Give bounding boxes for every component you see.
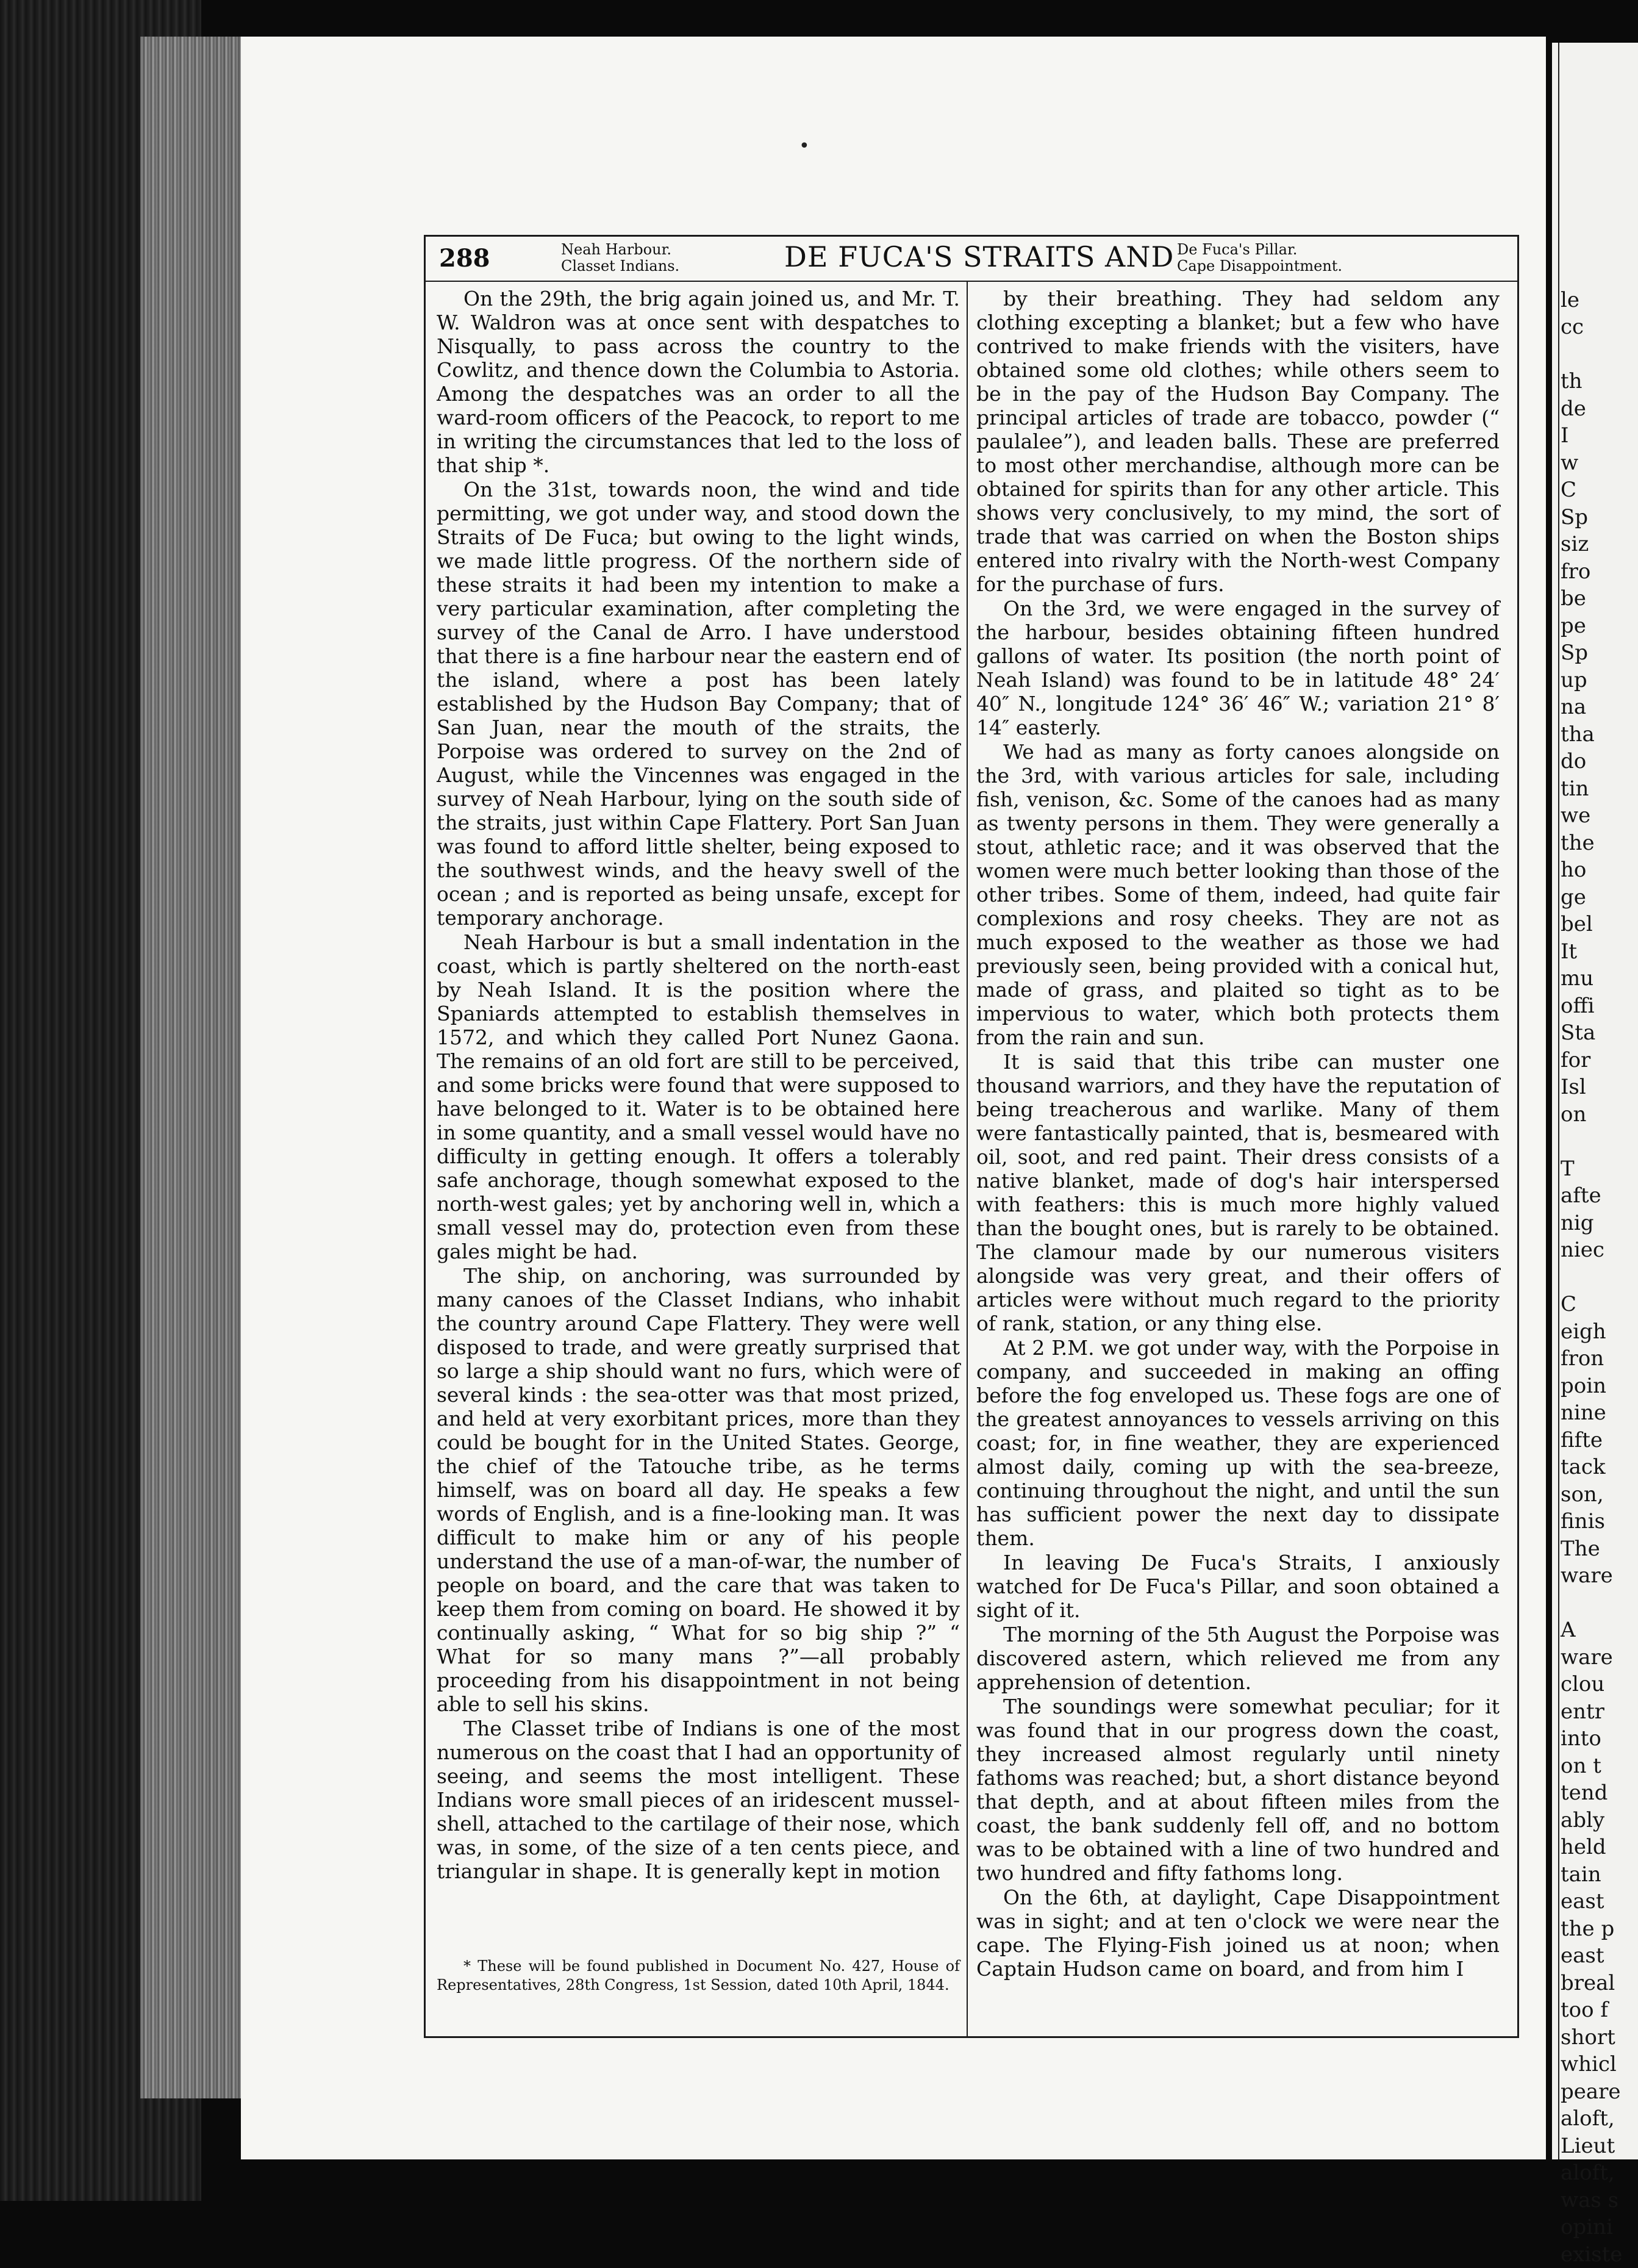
facing-page-line: the	[1552, 830, 1638, 857]
facing-page-line: the p	[1552, 1915, 1638, 1943]
facing-page-line: offi	[1552, 992, 1638, 1020]
facing-page-line	[1552, 259, 1638, 287]
facing-page-line: de	[1552, 395, 1638, 423]
facing-page-rule	[1558, 43, 1559, 2159]
facing-page-line: th	[1552, 368, 1638, 395]
facing-page-line: peare	[1552, 2078, 1638, 2106]
paragraph: The ship, on anchoring, was surrounded by many canoes of the Classet Indians, who inhabit the country around Cape Flattery. They were well disposed to trade, and were greatly surprised that so large a ship should want no furs, which were of several kinds : the sea-otter was that most prized, and held at very exorbitant prices, more than they could be bought for in the United States. George, the chief of the Tatouche tribe, as he terms himself, was on board all day. He speaks a few words of English, and is a fine-looking man. It was difficult to make him or any of his people understand the use of a man-of-war, the number of people on board, and the care that was taken to keep them from coming on board. He showed it by continually asking, “ What for so big ship ?” “ What for so many mans ?”—all probably proceeding from his disappointment in not being able to sell his skins.	[437, 1264, 960, 1716]
paragraph: On the 3rd, we were engaged in the survey of the harbour, besides obtaining fifteen hundred gallons of water. Its position (the north point of Neah Island) was found to be in latitude 48° 24′ 40″ N., longitude 124° 36′ 46″ W.; variation 21° 8′ 14″ easterly.	[976, 597, 1500, 739]
facing-page-line: Lieut	[1552, 2133, 1638, 2160]
page-edges	[140, 37, 244, 2098]
sidenote-cape-disappointment: Cape Disappointment.	[1177, 258, 1342, 275]
facing-page-line: niec	[1552, 1236, 1638, 1264]
facing-page-line: short	[1552, 2024, 1638, 2051]
facing-page-line: on t	[1552, 1753, 1638, 1780]
facing-page-line: pe	[1552, 612, 1638, 640]
left-column	[437, 287, 960, 1883]
facing-page-line: I	[1552, 422, 1638, 450]
sidenote-neah-harbour: Neah Harbour.	[561, 242, 679, 258]
facing-page-line: eigh	[1552, 1318, 1638, 1346]
facing-page-line: was s	[1552, 2187, 1638, 2214]
facing-page-line: fro	[1552, 558, 1638, 586]
facing-page-line: be	[1552, 585, 1638, 612]
facing-page-line	[1552, 1128, 1638, 1155]
facing-page-line: too f	[1552, 1997, 1638, 2024]
paragraph: We had as many as forty canoes alongside on the 3rd, with various articles for sale, including fish, venison, &c. Some of the canoes had as many as twenty persons in them. They were generally a stout, athletic race; and it was observed that the women were much better looking than those of the other tribes. Some of them, indeed, had quite fair complexions and rosy cheeks. They are not as much exposed to the weather as those we had previously seen, being provided with a conical hut, made of grass, and plaited so tight as to be impervious to water, which both protects them from the rain and sun.	[976, 740, 1500, 1049]
page-mark: •	[799, 135, 810, 157]
paragraph: The Classet tribe of Indians is one of the most numerous on the coast that I had an opportunity of seeing, and seems the most intelligent. These Indians wore small pieces of an iridescent mussel-shell, attached to the cartilage of their nose, which was, in some, of the size of a ten cents piece, and triangular in shape. It is generally kept in motion	[437, 1717, 960, 1883]
paragraph: It is said that this tribe can muster one thousand warriors, and they have the reputation of being treacherous and warlike. Many of them were fantastically painted, that is, besmeared with oil, soot, and red paint. Their dress consists of a native blanket, made of dog's hair interspersed with feathers: this is much more highly valued than the bought ones, but is rarely to be obtained. The clamour made by our numerous visiters alongside was very great, and their offers of articles were without much regard to the priority of rank, station, or any thing else.	[976, 1050, 1500, 1335]
facing-page-line: finis	[1552, 1508, 1638, 1535]
facing-page-line: A	[1552, 1617, 1638, 1644]
facing-page-line: on	[1552, 1101, 1638, 1129]
facing-page-line: poin	[1552, 1373, 1638, 1400]
paragraph: In leaving De Fuca's Straits, I anxiously watched for De Fuca's Pillar, and soon obtained a sight of it.	[976, 1551, 1500, 1622]
paragraph: On the 29th, the brig again joined us, and Mr. T. W. Waldron was at once sent with despatches to Nisqually, to pass across the country to the Cowlitz, and thence down the Columbia to Astoria. Among the despatches was an order to all the ward-room officers of the Peacock, to report to me in writing the circumstances that led to the loss of that ship *.	[437, 287, 960, 477]
facing-page-line: tain	[1552, 1861, 1638, 1889]
facing-page-line: Sta	[1552, 1019, 1638, 1047]
facing-page-line: The	[1552, 1535, 1638, 1563]
facing-page-line: fron	[1552, 1345, 1638, 1373]
facing-page-line: Sp	[1552, 639, 1638, 667]
facing-page-line: fifte	[1552, 1427, 1638, 1454]
facing-page-line: east	[1552, 1942, 1638, 1970]
facing-page-line: ably	[1552, 1807, 1638, 1834]
facing-page-line: tin	[1552, 775, 1638, 803]
facing-page-line: C	[1552, 1291, 1638, 1318]
paragraph: On the 31st, towards noon, the wind and tide permitting, we got under way, and stood down the Straits of De Fuca; but owing to the light winds, we made little progress. Of the northern side of these straits it had been my intention to make a very particular examination, after completing the survey of the Canal de Arro. I have understood that there is a fine harbour near the eastern end of the island, where a post has been lately established by the Hudson Bay Company; that of San Juan, near the mouth of the straits, the Porpoise was ordered to survey on the 2nd of August, while the Vincennes was engaged in the survey of Neah Harbour, lying on the south side of the straits, just within Cape Flattery. Port San Juan was found to afford little shelter, being exposed to the southwest winds, and the heavy swell of the ocean ; and is reported as being unsafe, except for temporary anchorage.	[437, 478, 960, 930]
facing-page-line: for	[1552, 1047, 1638, 1074]
facing-page-lines	[1552, 43, 1638, 2268]
paragraph: The morning of the 5th August the Porpoise was discovered astern, which relieved me from any apprehension of detention.	[976, 1623, 1500, 1694]
facing-page-line: up	[1552, 667, 1638, 694]
facing-page-line	[1552, 341, 1638, 368]
paragraph: At 2 P.M. we got under way, with the Porpoise in company, and succeeded in making an offing before the fog enveloped us. These fogs are one of the greatest annoyances to vessels arriving on this coast; for, in fine weather, they are experienced almost daily, coming up with the sea-breeze, continuing throughout the night, and until the sun has sufficient power the next day to dissipate them.	[976, 1336, 1500, 1550]
facing-page-line: ge	[1552, 884, 1638, 911]
footnote	[437, 1957, 960, 1995]
facing-page-line: nine	[1552, 1399, 1638, 1427]
facing-page-line: siz	[1552, 531, 1638, 558]
paragraph: by their breathing. They had seldom any clothing excepting a blanket; but a few who have contrived to make friends with the visiters, have obtained some old clothes; while others seem to be in the pay of the Hudson Bay Company. The principal articles of trade are tobacco, powder (“ paulalee”), and leaden balls. These are preferred to most other merchandise, although more can be obtained for spirits than for any other article. This shows very conclusively, to my mind, the sort of trade that was carried on when the Boston ships entered into rivalry with the North-west Company for the purchase of furs.	[976, 287, 1500, 596]
facing-page-line: Isl	[1552, 1074, 1638, 1101]
facing-page-line: It	[1552, 938, 1638, 966]
facing-page-line: le	[1552, 287, 1638, 314]
facing-page-line: son,	[1552, 1481, 1638, 1509]
facing-page-line: Sp	[1552, 504, 1638, 531]
facing-page-line: aloft,	[1552, 2159, 1638, 2187]
facing-page-line: tack	[1552, 1454, 1638, 1481]
facing-page-line: nig	[1552, 1210, 1638, 1237]
facing-page-line: afte	[1552, 1182, 1638, 1210]
facing-page-line	[1552, 1264, 1638, 1291]
running-header	[426, 237, 1517, 282]
paragraph: Neah Harbour is but a small indentation in the coast, which is partly sheltered on the north-east by Neah Island. It is the position where the Spaniards attempted to establish themselves in 1572, and which they called Port Nunez Gaona. The remains of an old fort are still to be perceived, and some bricks were found that were supposed to have belonged to it. Water is to be obtained here in some quantity, and a small vessel would have no difficulty in getting enough. It offers a tolerably safe anchorage, though somewhat exposed to the north-west gales; yet by anchoring well in, which a small vessel may do, protection even from these gales might be had.	[437, 930, 960, 1263]
sidenote-classet-indians: Classet Indians.	[561, 258, 679, 275]
facing-page-line	[1552, 1590, 1638, 1617]
sidenote-de-fucas-pillar: De Fuca's Pillar.	[1177, 242, 1342, 258]
facing-page-line: ho	[1552, 856, 1638, 884]
facing-page-line: entr	[1552, 1698, 1638, 1726]
page-title: DE FUCA'S STRAITS AND	[784, 240, 1174, 273]
facing-page-line: aloft,	[1552, 2105, 1638, 2133]
facing-page-line: tha	[1552, 721, 1638, 748]
facing-page-line: T	[1552, 1155, 1638, 1183]
facing-page-line: ware	[1552, 1562, 1638, 1590]
facing-page-line: breal	[1552, 1970, 1638, 1997]
right-column	[976, 287, 1500, 1981]
paragraph: The soundings were somewhat peculiar; for it was found that in our progress down the coast, they increased almost regularly until ninety fathoms was reached; but, a short distance beyond that depth, and at about fifteen miles from the coast, the bank suddenly fell off, and no bottom was to be obtained with a line of two hundred and two hundred and fifty fathoms long.	[976, 1695, 1500, 1885]
page-number: 288	[439, 244, 490, 273]
facing-page-line: w	[1552, 450, 1638, 477]
text-frame	[424, 235, 1519, 2038]
facing-page-line: tend	[1552, 1779, 1638, 1807]
facing-page-line: cc	[1552, 314, 1638, 341]
column-divider	[967, 281, 968, 2036]
facing-page-line: clou	[1552, 1671, 1638, 1698]
facing-page-line: C	[1552, 476, 1638, 504]
facing-page-line: ware	[1552, 1644, 1638, 1671]
facing-page-line: east	[1552, 1888, 1638, 1915]
facing-page-line: bel	[1552, 911, 1638, 938]
facing-page-line: held	[1552, 1834, 1638, 1861]
footnote-text: * These will be found published in Document No. 427, House of Representatives, 28th Congress, 1st Session, dated 10th April, 1844.	[437, 1957, 960, 1995]
paragraph: On the 6th, at daylight, Cape Disappointment was in sight; and at ten o'clock we were near the cape. The Flying-Fish joined us at noon; when Captain Hudson came on board, and from him I	[976, 1886, 1500, 1981]
facing-page-line: do	[1552, 748, 1638, 775]
facing-page-fragment	[1552, 43, 1638, 2159]
right-sidenotes	[1177, 242, 1342, 275]
facing-page-line: whicl	[1552, 2051, 1638, 2078]
facing-page-line: mu	[1552, 965, 1638, 992]
facing-page-line: opini	[1552, 2214, 1638, 2241]
facing-page-line: na	[1552, 694, 1638, 721]
facing-page-line: into	[1552, 1725, 1638, 1753]
left-sidenotes	[561, 242, 679, 275]
facing-page-line: we	[1552, 802, 1638, 830]
facing-page-line: existe	[1552, 2241, 1638, 2268]
